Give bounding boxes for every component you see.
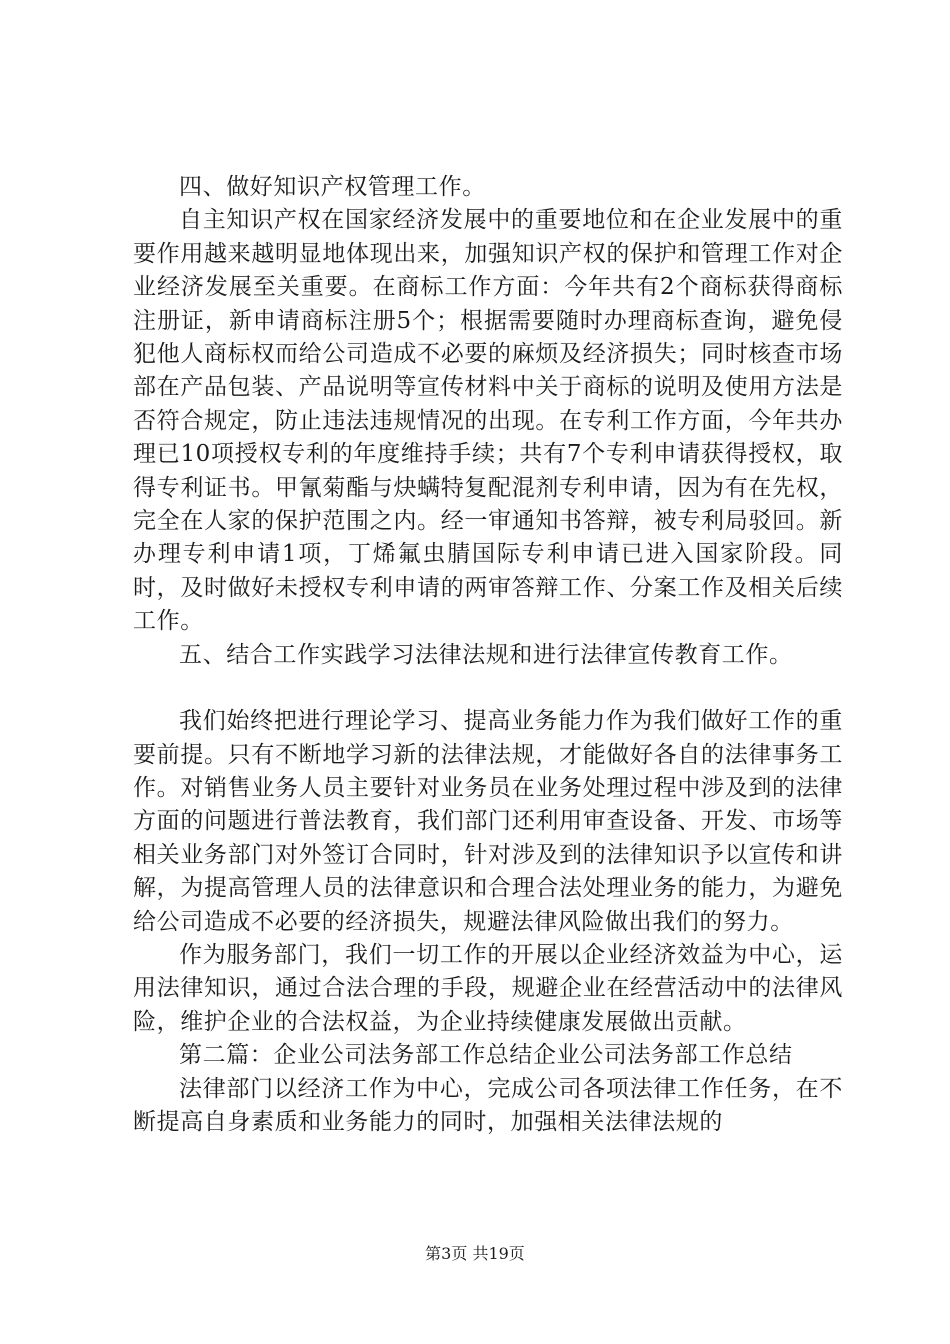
paragraph-legal-study: 我们始终把进行理论学习、提高业务能力作为我们做好工作的重要前提。只有不断地学习新的法律法规，才能做好各自的法律事务工作。对销售业务人员主要针对业务员在业务处理过程中涉及到的法律方面的问题进行普法教育，我们部门还利用审查设备、开发、市场等相关业务部门对外签订合同时，针对涉及到的法律知识予以宣传和讲解，为提高管理人员的法律意识和合理合法处理业务的能力，为避免给公司造成不必要的经济损失，规避法律风险做出我们的努力。 (133, 708, 843, 935)
section-heading-4: 四、做好知识产权管理工作。 (179, 174, 486, 200)
chapter-heading-2: 第二篇：企业公司法务部工作总结企业公司法务部工作总结 (179, 1042, 793, 1069)
section-heading-5: 五、结合工作实践学习法律法规和进行法律宣传教育工作。 (179, 641, 793, 668)
paragraph-ip-management: 自主知识产权在国家经济发展中的重要地位和在企业发展中的重要作用越来越明显地体现出来，加强知识产权的保护和管理工作对企业经济发展至关重要。在商标工作方面：今年共有2个商标获得商标注册证，新申请商标注册5个；根据需要随时办理商标查询，避免侵犯他人商标权而给公司造成不必要的麻烦及经济损失；同时核查市场部在产品包装、产品说明等宣传材料中关于商标的说明及使用方法是否符合规定，防止违法违规情况的出现。在专利工作方面，今年共办理已10项授权专利的年度维持手续；共有7个专利申请获得授权，取得专利证书。甲氰菊酯与炔螨特复配混剂专利申请，因为有在先权，完全在人家的保护范围之内。经一审通知书答辩，被专利局驳回。新办理专利申请1项，丁烯氟虫腈国际专利申请已进入国家阶段。同时，及时做好未授权专利申请的两审答辩工作、分案工作及相关后续工作。 (133, 207, 843, 635)
paragraph-legal-department: 法律部门以经济工作为中心，完成公司各项法律工作任务，在不断提高自身素质和业务能力的同时，加强相关法律法规的 (133, 1075, 843, 1135)
blank-line (133, 672, 843, 705)
document-body (133, 171, 843, 1139)
page-number-footer: 第3页 共19页 (425, 1244, 525, 1263)
paragraph-service-department: 作为服务部门，我们一切工作的开展以企业经济效益为中心，运用法律知识，通过合法合理的手段，规避企业在经营活动中的法律风险，维护企业的合法权益，为企业持续健康发展做出贡献。 (133, 941, 843, 1035)
